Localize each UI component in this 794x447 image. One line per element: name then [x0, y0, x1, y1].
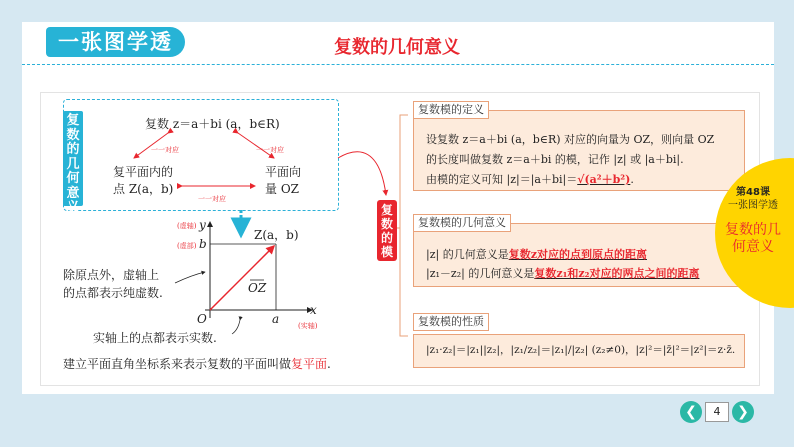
- geometric-meaning-line1-answer: 复数z对应的点到原点的距离: [508, 248, 647, 261]
- note-pure-imaginary-2: 的点都表示纯虚数.: [63, 286, 163, 300]
- note-complex-plane-term: 复平面: [291, 357, 328, 371]
- point-node-line2: 点 Z(a，b): [113, 182, 174, 196]
- lesson-topic-line1: 复数的几: [725, 222, 781, 238]
- geometric-meaning-line2-answer: 复数z₁和z₂对应的两点之间的距离: [534, 267, 700, 280]
- geometric-meaning-line2: [426, 265, 699, 281]
- lesson-number: 第48课: [736, 187, 770, 198]
- vector-label: OZ: [248, 281, 267, 295]
- imag-part-label: b: [199, 237, 207, 251]
- lesson-subtitle: 一张图学透: [728, 200, 778, 211]
- definition-line1: 设复数 z＝a＋bi (a，b∈R) 对应的向量为 OZ，则向量 OZ: [426, 133, 715, 146]
- prev-page-button[interactable]: ❮: [680, 401, 702, 423]
- definition-line3: [426, 171, 634, 187]
- modulus-vertical-label-text: 复数的模: [380, 203, 393, 259]
- page-number: 4: [705, 402, 729, 422]
- definition-title: 复数模的定义: [413, 101, 489, 119]
- vector-node-line2: 量 OZ: [265, 182, 299, 196]
- lesson-topic-line2: 何意义: [732, 239, 774, 255]
- lesson-topic: [720, 222, 786, 256]
- properties-title: 复数模的性质: [413, 313, 489, 331]
- real-axis-tag: (实轴): [298, 322, 318, 330]
- x-axis-label: x: [310, 303, 317, 317]
- note-complex-plane-suffix: .: [327, 357, 331, 371]
- point-z-label: Z(a，b): [254, 228, 299, 242]
- note-pure-imaginary-1: 除原点外，虚轴上: [63, 268, 160, 282]
- correspondence-label-left: 一一对应: [151, 146, 179, 154]
- definition-formula: √(a²＋b²): [577, 173, 631, 186]
- properties-formula: |z₁·z₂|＝|z₁||z₂|，|z₁/z₂|＝|z₁|/|z₂| (z₂≠0)，|z|²＝|z̄|²＝|z²|＝z·z̄.: [426, 344, 736, 356]
- note-real-axis: 实轴上的点都表示实数.: [93, 331, 217, 345]
- geometric-meaning-title: 复数模的几何意义: [413, 214, 511, 232]
- note-complex-plane-prefix: 建立平面直角坐标系来表示复数的平面叫做: [63, 357, 292, 371]
- real-part-label: a: [272, 312, 280, 326]
- geometric-meaning-line2-prefix: |z₁－z₂| 的几何意义是: [426, 267, 535, 280]
- next-page-button[interactable]: ❯: [732, 401, 754, 423]
- definition-line2: 的长度叫做复数 z＝a＋bi 的模，记作 |z| 或 |a＋bi|.: [426, 153, 684, 166]
- correspondence-label-bottom: 一一对应: [198, 195, 226, 203]
- definition-line3-suffix: .: [630, 173, 634, 186]
- logo-text: 一张图学透: [46, 27, 185, 57]
- point-node-line1: 复平面内的: [113, 165, 174, 179]
- page-title: 复数的几何意义: [334, 37, 460, 58]
- bracket-path: [397, 115, 408, 336]
- concept-vertical-label-text: 复数的几何意义: [66, 113, 80, 215]
- complex-number-formula: 复数 z＝a＋bi (a，b∈R): [145, 117, 280, 131]
- imag-part-tag: (虚部): [177, 242, 197, 250]
- vector-node-line1: 平面向: [265, 165, 302, 179]
- origin-label: O: [197, 312, 207, 326]
- definition-line3-prefix: 由模的定义可知 |z|＝|a＋bi|＝: [426, 173, 578, 186]
- geometric-meaning-line1: [426, 246, 647, 262]
- y-axis-label: y: [199, 218, 206, 232]
- correspondence-label-right: 一一对应: [256, 146, 284, 154]
- imag-axis-tag: (虚轴): [177, 222, 197, 230]
- geometric-meaning-line1-prefix: |z| 的几何意义是: [426, 248, 509, 261]
